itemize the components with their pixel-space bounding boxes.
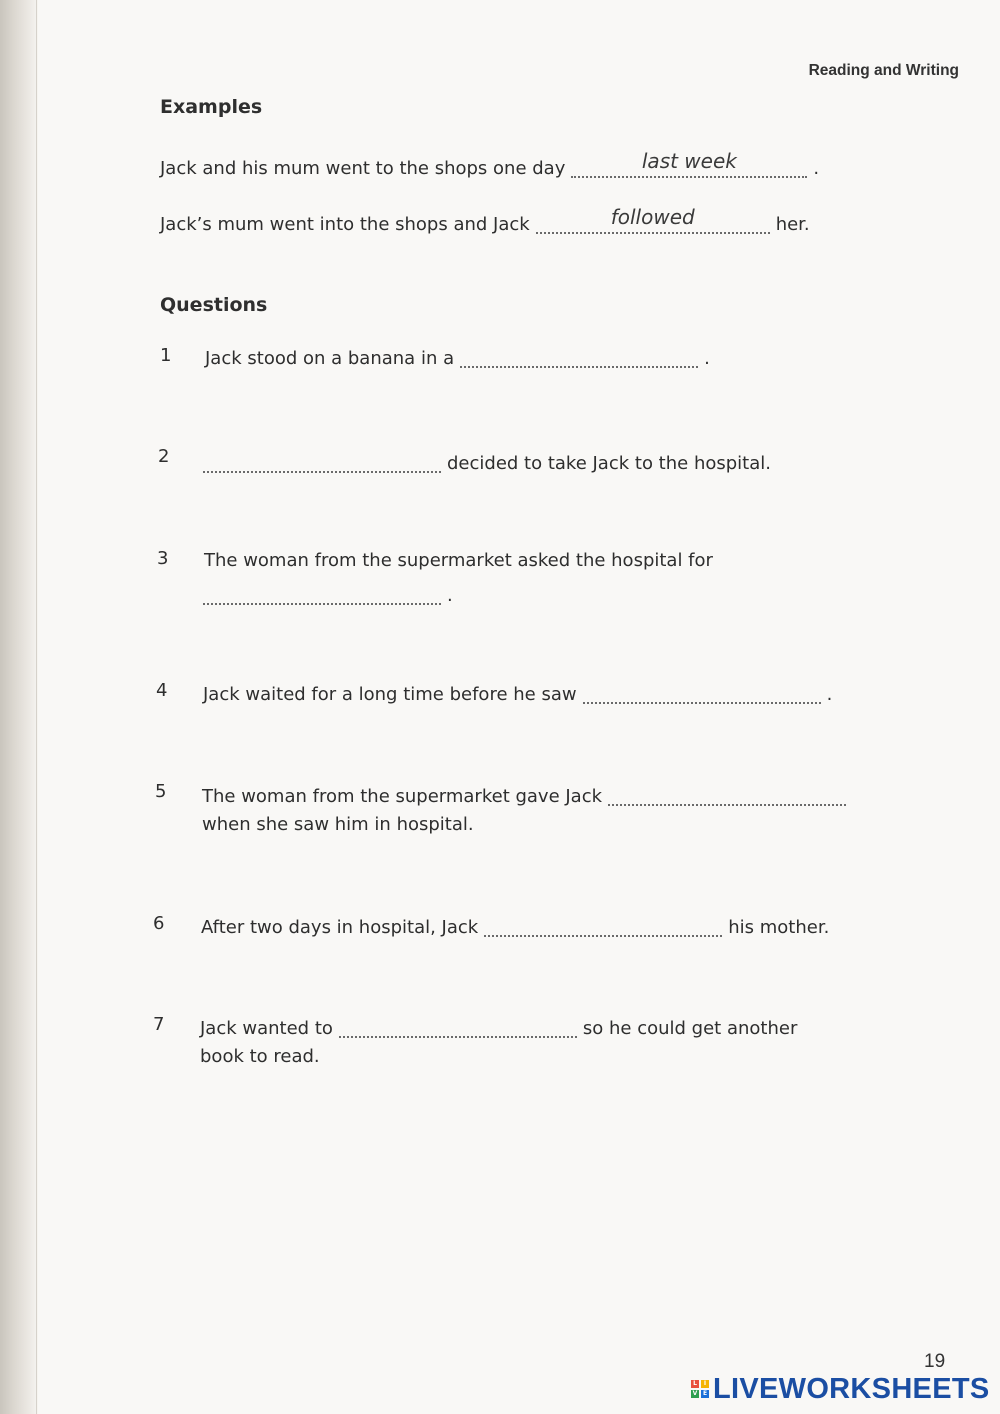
question-7-text: Jack wanted to [200, 1018, 333, 1039]
logo-letter-e: E [702, 1390, 708, 1397]
example-2-end: her. [775, 214, 810, 235]
question-3-line-1: The woman from the supermarket asked the hospital for [204, 550, 713, 571]
question-5-text: The woman from the supermarket gave Jack [202, 786, 603, 807]
page-header: Reading and Writing [808, 62, 959, 79]
question-6 [201, 915, 829, 938]
question-6-answer-input[interactable] [484, 915, 722, 937]
question-5-number: 5 [155, 781, 167, 802]
question-6-text: After two days in hospital, Jack [201, 917, 479, 938]
question-7-line-2: book to read. [200, 1046, 320, 1067]
question-7-number: 7 [153, 1014, 165, 1035]
question-3-end: . [447, 585, 453, 606]
logo-letter-v: V [692, 1390, 698, 1397]
logo-letter-i: I [701, 1380, 709, 1388]
question-1-number: 1 [160, 345, 172, 366]
spine-edge-line [36, 0, 37, 1414]
liveworksheets-brand[interactable] [691, 1372, 990, 1406]
page-number: 19 [924, 1351, 946, 1372]
question-7-line-1 [200, 1016, 797, 1039]
logo-letter-l: L [691, 1380, 699, 1388]
question-4-end: . [826, 684, 833, 705]
question-2-text: decided to take Jack to the hospital. [447, 453, 771, 474]
example-2 [160, 205, 810, 235]
example-1 [160, 149, 820, 179]
question-5-line-1 [202, 784, 852, 807]
example-1-text: Jack and his mum went to the shops one day [160, 158, 566, 179]
example-2-answer: followed [610, 205, 695, 229]
question-7-answer-input[interactable] [339, 1016, 577, 1038]
question-4-number: 4 [156, 680, 168, 701]
question-2-answer-input[interactable] [203, 451, 441, 473]
example-1-answer: last week [641, 149, 737, 173]
questions-heading: Questions [160, 294, 268, 316]
question-7-end: so he could get another [582, 1018, 798, 1039]
example-1-blank [571, 149, 807, 178]
question-4-text: Jack waited for a long time before he saw [203, 684, 577, 705]
example-2-blank [536, 205, 770, 234]
question-2 [197, 451, 771, 474]
question-4 [203, 682, 832, 705]
question-1-text: Jack stood on a banana in a [205, 348, 455, 369]
brand-wordmark: LIVEWORKSHEETS [713, 1372, 990, 1405]
question-3-answer-input[interactable] [203, 583, 441, 605]
examples-heading: Examples [160, 96, 263, 118]
example-2-text: Jack’s mum went into the shops and Jack [160, 214, 530, 235]
question-1-end: . [704, 348, 710, 369]
question-3-line-2 [197, 583, 453, 606]
question-1 [205, 346, 710, 369]
question-4-answer-input[interactable] [583, 682, 821, 704]
book-spine-shadow [0, 0, 38, 1414]
question-2-number: 2 [158, 446, 170, 467]
question-5-answer-input[interactable] [608, 784, 846, 806]
example-1-end: . [813, 158, 820, 179]
liveworksheets-logo-icon [691, 1380, 709, 1398]
question-3-number: 3 [157, 548, 169, 569]
question-5-line-2: when she saw him in hospital. [202, 814, 474, 835]
question-6-number: 6 [153, 913, 165, 934]
question-6-end: his mother. [728, 917, 830, 938]
question-1-answer-input[interactable] [460, 346, 698, 368]
